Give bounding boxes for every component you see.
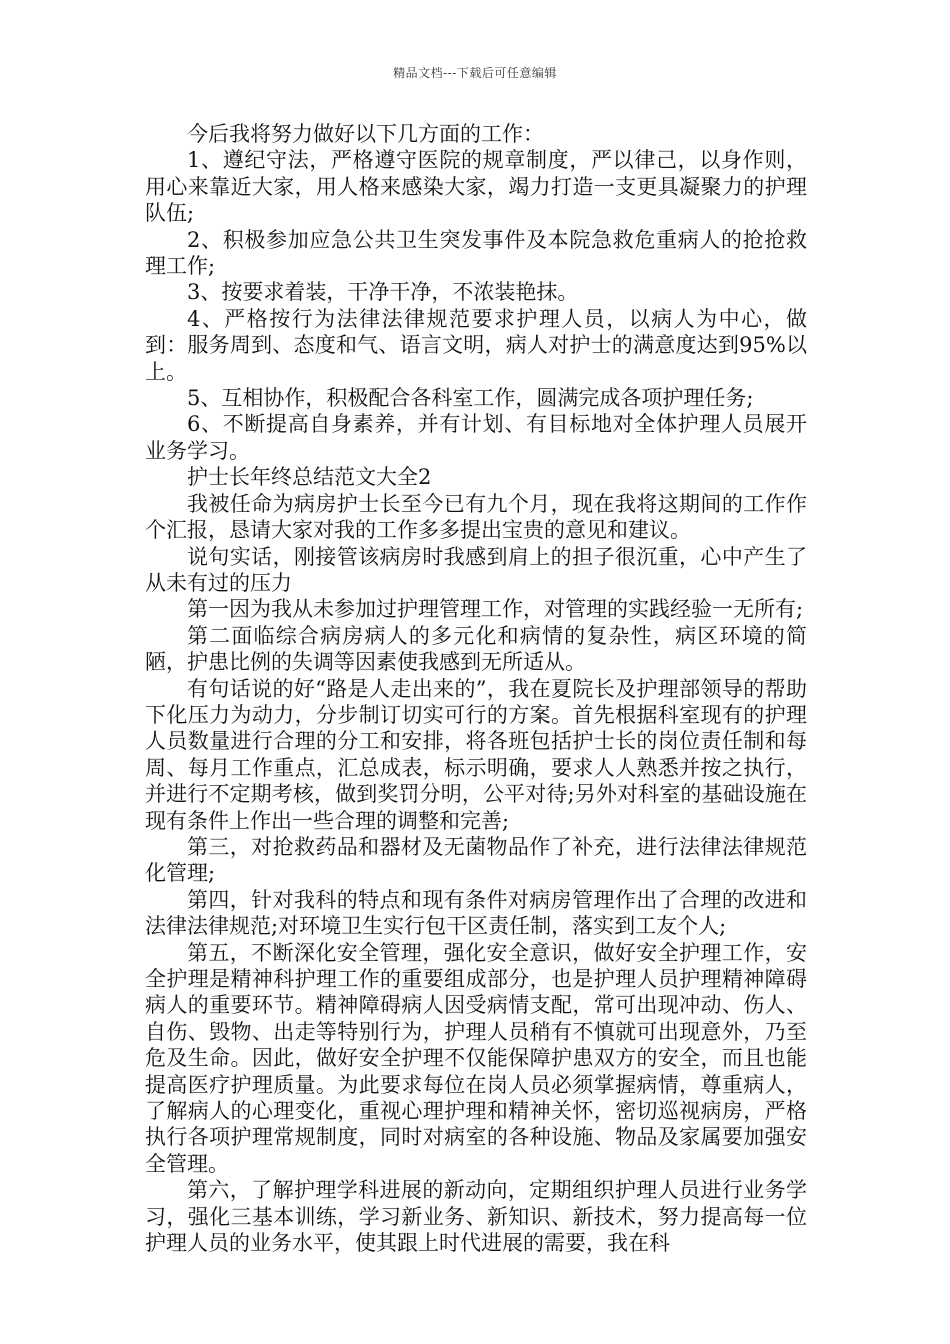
paragraph: 第一因为我从未参加过护理管理工作，对管理的实践经验一无所有; — [187, 597, 804, 622]
document-body — [145, 121, 807, 1256]
paragraph: 3、按要求着装，干净干净，不浓装艳抹。 — [187, 280, 579, 305]
paragraph: 第四，针对我科的特点和现有条件对病房管理作出了合理的改进和法律法律规范;对环境卫生实行包干区责任制，落实到工友个人; — [145, 887, 807, 939]
paragraph: 5、互相协作，积极配合各科室工作，圆满完成各项护理任务; — [187, 386, 754, 411]
paragraph: 第三，对抢救药品和器材及无菌物品作了补充，进行法律法律规范化管理; — [145, 834, 807, 886]
paragraph: 第六，了解护理学科进展的新动向，定期组织护理人员进行业务学习，强化三基本训练，学习新业务、新知识、新技术，努力提高每一位护理人员的业务水平，使其跟上时代进展的需要，我在科 — [145, 1178, 807, 1256]
page-header: 精品文档---下载后可任意编辑 — [393, 66, 557, 80]
paragraph: 4、严格按行为法律法律规范要求护理人员，以病人为中心，做到：服务周到、态度和气、语言文明，病人对护士的满意度达到95%以上。 — [145, 306, 807, 384]
paragraph: 我被任命为病房护士长至今已有九个月，现在我将这期间的工作作个汇报，恳请大家对我的工作多多提出宝贵的意见和建议。 — [145, 491, 807, 543]
paragraph: 说句实话，刚接管该病房时我感到肩上的担子很沉重，心中产生了从未有过的压力 — [145, 544, 807, 595]
paragraph: 今后我将努力做好以下几方面的工作： — [187, 122, 544, 146]
section-title: 护士长年终总结范文大全2 — [187, 465, 432, 490]
paragraph: 6、不断提高自身素养，并有计划、有目标地对全体护理人员展开业务学习。 — [145, 412, 807, 463]
paragraph: 第二面临综合病房病人的多元化和病情的复杂性，病区环境的简陋，护患比例的失调等因素使我感到无所适从。 — [145, 623, 807, 675]
paragraph: 2、积极参加应急公共卫生突发事件及本院急救危重病人的抢抢救理工作; — [145, 227, 807, 279]
paragraph: 有句话说的好“路是人走出来的”，我在夏院长及护理部领导的帮助下化压力为动力，分步制订切实可行的方案。首先根据科室现有的护理人员数量进行合理的分工和安排，将各班包括护士长的岗位责任制和每周、每月工作重点，汇总成表，标示明确，要求人人熟悉并按之执行，并进行不定期考核，做到奖罚分明，公平对待;另外对科室的基础设施在现有条件上作出一些合理的调整和完善; — [145, 676, 807, 833]
paragraph: 1、遵纪守法，严格遵守医院的规章制度，严以律己，以身作则，用心来靠近大家，用人格来感染大家，竭力打造一支更具凝聚力的护理队伍; — [145, 148, 807, 226]
paragraph: 第五，不断深化安全管理，强化安全意识，做好安全护理工作，安全护理是精神科护理工作的重要组成部分，也是护理人员护理精神障碍病人的重要环节。精神障碍病人因受病情支配，常可出现冲动、伤人、自伤、毁物、出走等特别行为，护理人员稍有不慎就可出现意外，乃至危及生命。因此，做好安全护理不仅能保障护患双方的安全，而且也能提高医疗护理质量。为此要求每位在岗人员必须掌握病情，尊重病人，了解病人的心理变化，重视心理护理和精神关怀，密切巡视病房，严格执行各项护理常规制度，同时对病室的各种设施、物品及家属要加强安全管理。 — [145, 940, 807, 1176]
